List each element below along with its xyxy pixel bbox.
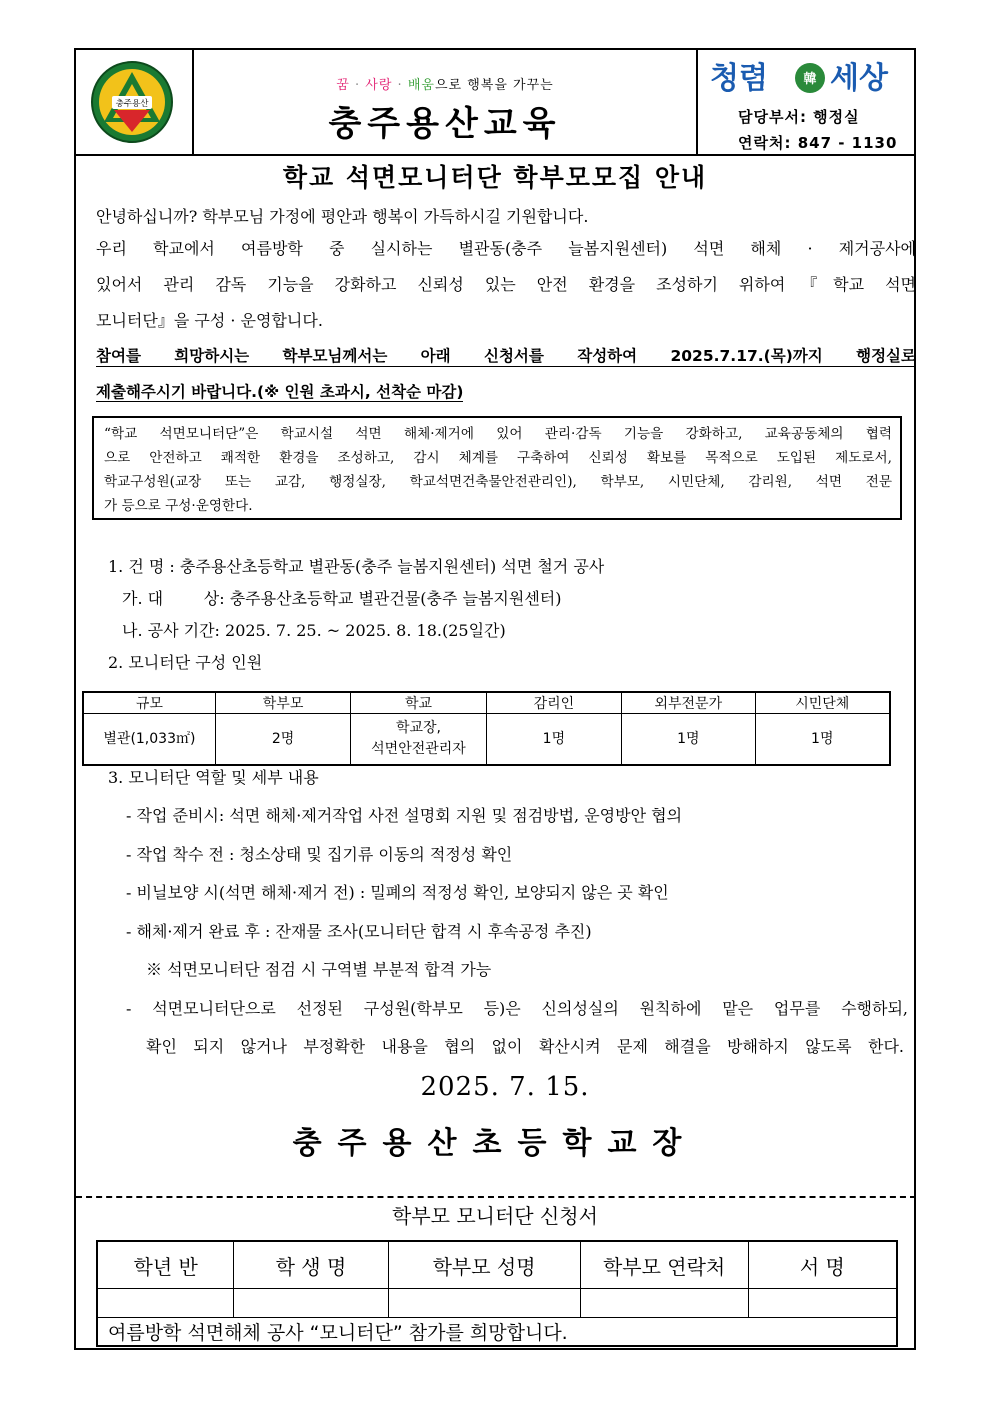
role-item: - 비닐보양 시(석면 해체·제거 전) : 밀폐의 적정성 확인, 보양되지 않은 곳 확인 xyxy=(126,883,669,902)
table-header-row xyxy=(83,692,890,714)
header-divider xyxy=(74,154,916,156)
composition-table xyxy=(82,691,891,766)
form-header-cell: 학부모 성명 xyxy=(388,1241,580,1289)
form-note-row xyxy=(97,1318,897,1347)
brand-badge: 韓 xyxy=(803,72,817,87)
brand-logo xyxy=(706,52,910,102)
application-form-table xyxy=(96,1240,898,1347)
tagline-word: 꿈 xyxy=(336,78,350,93)
table-cell-line: 학교장, xyxy=(395,720,441,736)
table-cell xyxy=(351,714,486,766)
emblem-text: 충주용산 xyxy=(115,99,149,109)
brand-text: 세상 xyxy=(830,61,888,96)
form-header-cell: 학부모 연락처 xyxy=(580,1241,748,1289)
table-cell: 별관(1,033㎡) xyxy=(83,714,215,766)
newsletter-name: 충주용산교육 xyxy=(328,104,562,144)
table-header-cell: 감리인 xyxy=(486,692,621,714)
section1-title: 1. 건 명 : 충주용산초등학교 별관동(충주 늘봄지원센터) 석면 철거 공사 xyxy=(108,557,605,576)
table-cell: 2명 xyxy=(215,714,350,766)
intro-line: 모니터단』을 구성 · 운영합니다. xyxy=(96,311,323,330)
section2-title: 2. 모니터단 구성 인원 xyxy=(108,653,263,672)
tagline-word: 사랑 xyxy=(365,78,393,93)
tagline-dot: · xyxy=(355,78,361,93)
role-item: - 석면모니터단으로 선정된 구성원(학부모 등)은 신의성실의 원칙하에 맡은 업무를 수행하되, xyxy=(126,999,908,1018)
school-emblem-icon xyxy=(90,60,174,144)
grade-class-field[interactable] xyxy=(97,1289,234,1318)
role-item: - 해체·제거 완료 후 : 잔재물 조사(모니터단 합격 시 후속공정 추진) xyxy=(126,922,592,941)
definition-line: “학교 석면모니터단”은 학교시설 석면 해체·제거에 있어 관리·감독 기능을 강화하고, 교육공동체의 협력 xyxy=(104,426,892,442)
table-header-cell: 시민단체 xyxy=(755,692,890,714)
parent-name-field[interactable] xyxy=(388,1289,580,1318)
role-item: 확인 되지 않거나 부정확한 내용을 협의 없이 확산시켜 문제 해결을 방해하지 않도록 한다. xyxy=(146,1037,904,1056)
definition-line: 으로 안전하고 쾌적한 환경을 조성하고, 감시 체계를 구축하여 신뢰성 확보를 목적으로 도입된 제도로서, xyxy=(104,450,892,466)
newsletter-header xyxy=(74,48,916,156)
table-header-cell: 외부전문가 xyxy=(622,692,755,714)
form-entry-row xyxy=(97,1289,897,1318)
tagline-rest: 으로 행복을 가꾸는 xyxy=(434,78,554,93)
role-item: - 작업 착수 전 : 청소상태 및 집기류 이동의 적정성 확인 xyxy=(126,845,513,864)
table-header-cell: 규모 xyxy=(83,692,215,714)
signature-field[interactable] xyxy=(748,1289,897,1318)
department: 담당부서: 행정실 xyxy=(738,108,860,126)
form-header-cell: 학 생 명 xyxy=(234,1241,388,1289)
cut-line xyxy=(76,1196,916,1198)
header-divider xyxy=(696,48,698,156)
issue-date: 2025. 7. 15. xyxy=(420,1072,590,1102)
table-cell: 1명 xyxy=(486,714,621,766)
definition-line: 학교구성원(교장 또는 교감, 행정실장, 학교석면건축물안전관리인), 학부모, 시민단체, 감리원, 석면 전문 xyxy=(104,474,892,490)
student-name-field[interactable] xyxy=(234,1289,388,1318)
principal-signature: 충주용산초등학교장 xyxy=(292,1126,698,1161)
table-header-cell: 학교 xyxy=(351,692,486,714)
notice-text: 제출해주시기 바랍니다.(※ 인원 초과시, 선착순 마감) xyxy=(96,383,464,401)
notice-line xyxy=(96,380,463,402)
form-header-cell: 서 명 xyxy=(748,1241,897,1289)
intro-line: 우리 학교에서 여름방학 중 실시하는 별관동(충주 늘봄지원센터) 석면 해체 · 제거공사에 xyxy=(96,239,916,258)
notice-line: 참여를 희망하시는 학부모님께서는 아래 신청서를 작성하여 2025.7.17.(목)까지 행정실로 xyxy=(96,344,916,367)
tagline-dot: · xyxy=(397,78,403,93)
form-title: 학부모 모니터단 신청서 xyxy=(392,1204,598,1228)
section1-target: 가. 대 상: 충주용산초등학교 별관건물(충주 늘봄지원센터) xyxy=(122,589,562,608)
section3-title: 3. 모니터단 역할 및 세부 내용 xyxy=(108,768,319,787)
form-header-row xyxy=(97,1241,897,1289)
intro-line: 있어서 관리 감독 기능을 강화하고 신뢰성 있는 안전 환경을 조성하기 위하여『학교 석면 xyxy=(96,275,916,294)
definition-box xyxy=(92,416,902,520)
page-title: 학교 석면모니터단 학부모모집 안내 xyxy=(282,163,708,192)
table-row xyxy=(83,714,890,766)
tagline xyxy=(194,74,696,93)
table-header-cell: 학부모 xyxy=(215,692,350,714)
greeting-text: 안녕하십니까? 학부모님 가정에 평안과 행복이 가득하시길 기원합니다. xyxy=(96,207,589,226)
brand-text: 청렴 xyxy=(710,61,768,96)
contact-number: 연락처: 847 - 1130 xyxy=(738,134,898,152)
form-header-cell: 학년 반 xyxy=(97,1241,234,1289)
parent-contact-field[interactable] xyxy=(580,1289,748,1318)
table-cell: 1명 xyxy=(622,714,755,766)
section1-period: 나. 공사 기간: 2025. 7. 25. ~ 2025. 8. 18.(25일간) xyxy=(122,621,506,640)
tagline-word: 배움 xyxy=(407,78,435,93)
table-cell: 1명 xyxy=(755,714,890,766)
role-item: - 작업 준비시: 석면 해체·제거작업 사전 설명회 지원 및 점검방법, 운영방안 협의 xyxy=(126,806,683,825)
form-note: 여름방학 석면해체 공사 “모니터단” 참가를 희망합니다. xyxy=(97,1318,897,1347)
role-note: ※ 석면모니터단 점검 시 구역별 부분적 합격 가능 xyxy=(146,960,492,979)
table-cell-line: 석면안전관리자 xyxy=(371,741,466,757)
definition-line: 가 등으로 구성·운영한다. xyxy=(104,498,253,514)
